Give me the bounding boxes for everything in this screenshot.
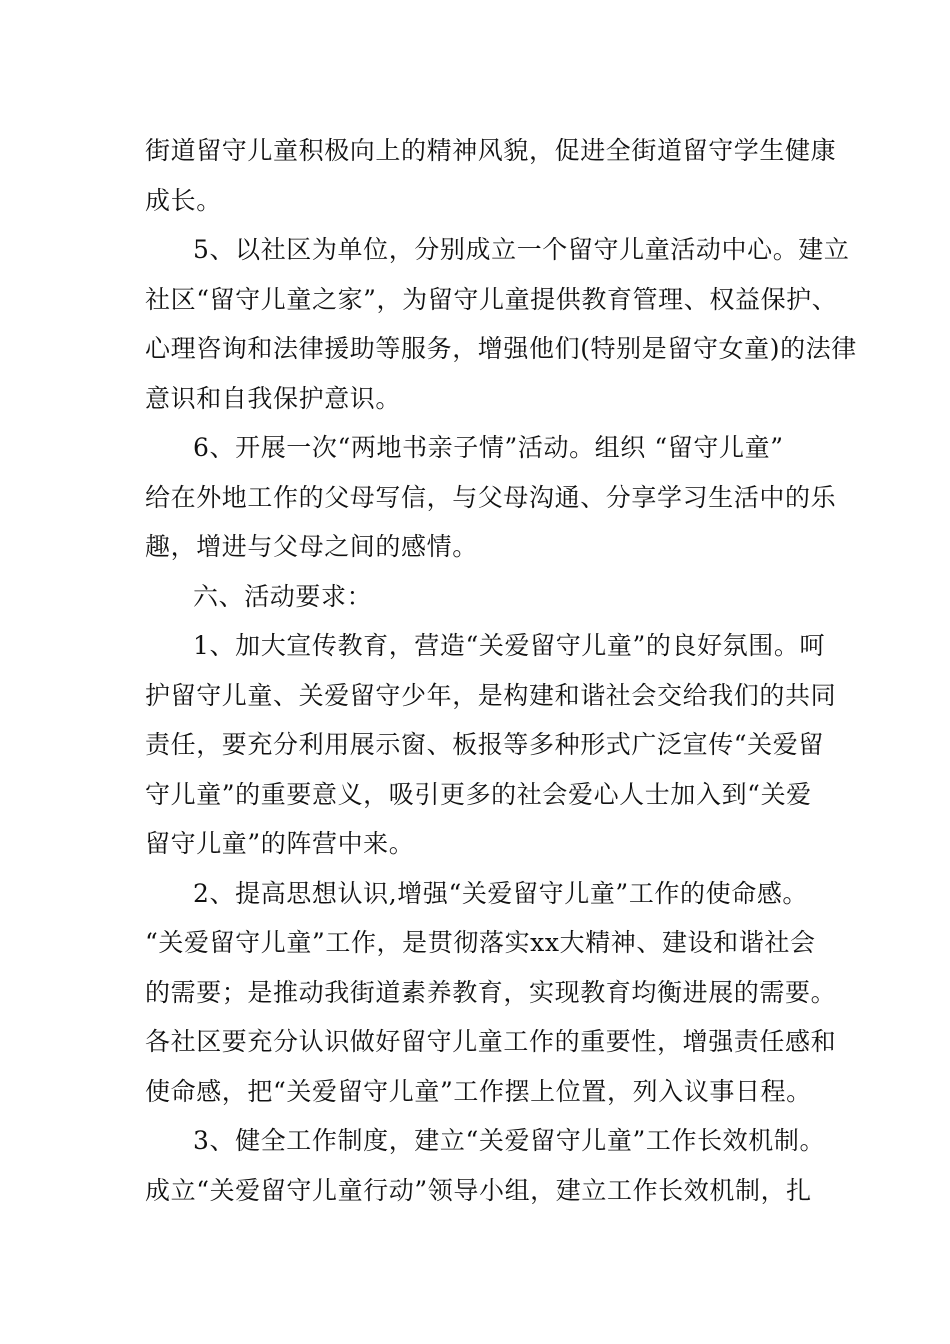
text-line: 社区“留守儿童之家”，为留守儿童提供教育管理、权益保护、 [145,285,838,314]
section-heading: 六、活动要求： [193,582,373,611]
text-line: 守儿童”的重要意义，吸引更多的社会爱心人士加入到“关爱 [145,780,812,809]
text-line: 的需要；是推动我街道素养教育，实现教育均衡进展的需要。 [145,978,837,1007]
text-line: 各社区要充分认识做好留守儿童工作的重要性，增强责任感和 [145,1027,837,1056]
text-line: 成立“关爱留守儿童行动”领导小组，建立工作长效机制，扎 [145,1176,812,1205]
text-line: 1、加大宣传教育，营造“关爱留守儿童”的良好氛围。呵 [193,631,826,660]
text-line: 2、提高思想认识,增强“关爱留守儿童”工作的使命感。 [193,879,809,908]
text-line: 6、开展一次“两地书亲子情”活动。组织 “留守儿童” [193,433,784,462]
text-line: 心理咨询和法律援助等服务，增强他们(特别是留守女童)的法律 [145,334,857,363]
text-line: 街道留守儿童积极向上的精神风貌，促进全街道留守学生健康 [145,136,837,165]
text-line: 护留守儿童、关爱留守少年，是构建和谐社会交给我们的共同 [145,681,837,710]
text-line: 使命感，把“关爱留守儿童”工作摆上位置，列入议事日程。 [145,1077,812,1106]
text-line: 5、以社区为单位，分别成立一个留守儿童活动中心。建立 [193,235,850,264]
text-line: 趣，增进与父母之间的感情。 [145,532,478,561]
text-line: 意识和自我保护意识。 [145,384,402,413]
text-line: 3、健全工作制度，建立“关爱留守儿童”工作长效机制。 [193,1126,826,1155]
text-line: “关爱留守儿童”工作，是贯彻落实xx大精神、建设和谐社会 [145,928,816,957]
text-line: 责任，要充分利用展示窗、板报等多种形式广泛宣传“关爱留 [145,730,824,759]
text-line: 留守儿童”的阵营中来。 [145,829,415,858]
text-line: 成长。 [145,186,222,215]
text-line: 给在外地工作的父母写信，与父母沟通、分享学习生活中的乐 [145,483,837,512]
